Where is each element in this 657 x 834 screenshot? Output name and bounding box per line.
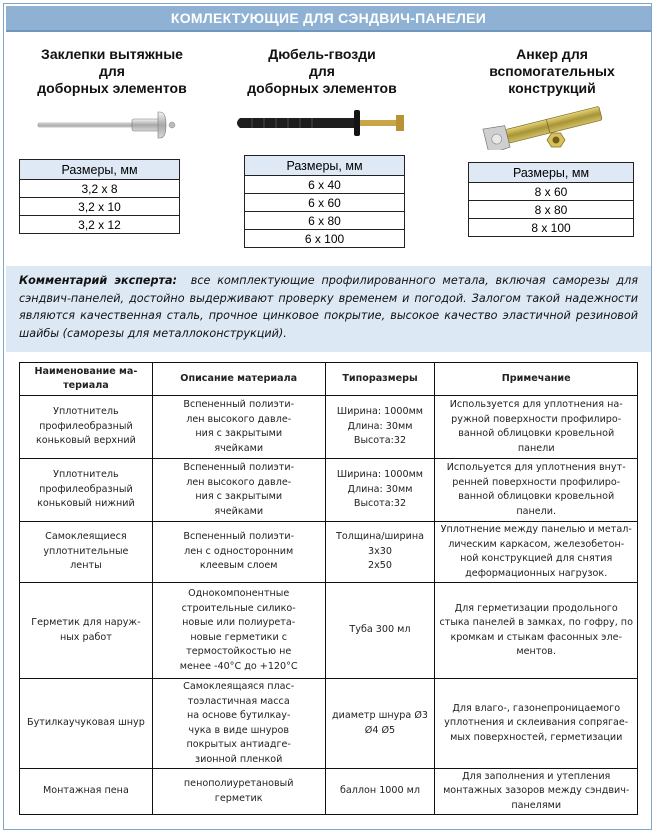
table-cell: Вспененный полиэти- лен высокого давле- ния с закрытыми ячейками <box>152 459 325 522</box>
table-row <box>20 459 638 522</box>
size-cell: 6 x 60 <box>245 194 405 212</box>
expert-comment-label: Комментарий эксперта: <box>19 274 178 287</box>
table-cell: Бутилкаучуковая шнур <box>20 679 153 769</box>
dowel-sizes-table <box>244 155 405 248</box>
sizes-header: Размеры, мм <box>245 156 405 176</box>
size-cell: 8 x 100 <box>469 219 634 237</box>
product-rivet-title <box>12 46 212 97</box>
size-cell: 8 x 60 <box>469 183 634 201</box>
table-cell: Иcпольуется для уплотнения внут- ренней поверхности профилиро- ванной облицовки кровельной панели. <box>435 459 638 522</box>
size-cell: 6 x 100 <box>245 230 405 248</box>
table-cell: Уплотнитель профилеобразный коньковый нижний <box>20 459 153 522</box>
product-title-line: Заклепки вытяжные <box>41 46 183 62</box>
nail-dowel-image <box>232 106 412 140</box>
product-title-line: конструкций <box>508 80 596 96</box>
table-cell: Для герметизации продольного стыка панелей в замках, по гофру, по кромкам и стыкам фасонных эле- ментов. <box>435 583 638 679</box>
table-cell: Самоклеящиеся уплотнительные ленты <box>20 522 153 583</box>
size-cell: 3,2 x 12 <box>20 216 180 234</box>
product-title-line: для <box>99 63 125 79</box>
table-cell: пенополиуретановый герметик <box>152 769 325 815</box>
expert-comment <box>6 266 651 352</box>
product-anchor-title <box>452 46 652 97</box>
table-row <box>20 396 638 459</box>
anchor-sizes-table <box>468 162 634 237</box>
column-header: Примечание <box>435 363 638 396</box>
blind-rivet-image <box>32 108 182 142</box>
product-title-line: для <box>309 63 335 79</box>
table-cell: баллон 1000 мл <box>325 769 435 815</box>
table-cell: Уплотнитель профилеобразный коньковый верхний <box>20 396 153 459</box>
column-header: Наименование ма- териала <box>20 363 153 396</box>
table-cell: диаметр шнура Ø3 Ø4 Ø5 <box>325 679 435 769</box>
table-cell: Монтажная пена <box>20 769 153 815</box>
table-cell: Вспененный полиэти- лен с односторонним клеевым слоем <box>152 522 325 583</box>
table-row <box>20 679 638 769</box>
sleeve-anchor-image <box>478 100 628 150</box>
table-cell: Уплотнение между панелью и метал- лическим каркасом, железобетон- ной конструкцией для снятия деформационных нагрузок. <box>435 522 638 583</box>
column-header: Типоразмеры <box>325 363 435 396</box>
sizes-header: Размеры, мм <box>20 160 180 180</box>
rivet-sizes-table <box>19 159 180 234</box>
size-cell: 8 x 80 <box>469 201 634 219</box>
table-row <box>20 583 638 679</box>
table-cell: Для влаго-, газонепроницаемого уплотнения и склеивания сопрягае- мых поверхностей, герметизации <box>435 679 638 769</box>
product-title-line: вспомогательных <box>489 63 615 79</box>
table-cell: Однокомпонентные строительные силико- новые или полиурета- новые герметики с термостойкостью не менее -40°С до +120°С <box>152 583 325 679</box>
table-cell: Герметик для наруж- ных работ <box>20 583 153 679</box>
table-cell: Толщина/ширина 3x30 2x50 <box>325 522 435 583</box>
expert-comment-text: все комплектующие профилированного метала, включая саморезы для сэндвич-панелей, достойно выдерживают проверку временем и погодой. Залогом такой надежности являются качественная сталь, прочное цинковое покрытие, высокое качество эластичной резиновой шайбы (саморезы для металлоконструкций). <box>19 274 638 340</box>
table-cell: Ширина: 1000мм Длина: 30мм Высота:32 <box>325 459 435 522</box>
table-cell: Используется для уплотнения на- ружной поверхности профилиро- ванной облицовки кровельной панели <box>435 396 638 459</box>
materials-table <box>19 362 638 815</box>
table-cell: Самоклеящаяся плас- тоэластичная масса на основе бутилкау- чука в виде шнуров покрытых антиадге- зионной пленкой <box>152 679 325 769</box>
sizes-header: Размеры, мм <box>469 163 634 183</box>
table-cell: Туба 300 мл <box>325 583 435 679</box>
product-title-line: доборных элементов <box>37 80 187 96</box>
table-cell: Для заполнения и утепления монтажных зазоров между сэндвич- панелями <box>435 769 638 815</box>
size-cell: 6 x 40 <box>245 176 405 194</box>
table-row <box>20 522 638 583</box>
page-banner: КОМЛЕКТУЮЩИЕ ДЛЯ СЭНДВИЧ-ПАНЕЛЕИ <box>6 6 651 32</box>
size-cell: 3,2 x 8 <box>20 180 180 198</box>
product-title-line: Анкер для <box>516 46 588 62</box>
product-title-line: доборных элементов <box>247 80 397 96</box>
table-cell: Вспененный полиэти- лен высокого давле- ния с закрытыми ячейками <box>152 396 325 459</box>
product-dowel-title <box>222 46 422 97</box>
table-cell: Ширина: 1000мм Длина: 30мм Высота:32 <box>325 396 435 459</box>
column-header: Описание материала <box>152 363 325 396</box>
product-title-line: Дюбель-гвозди <box>268 46 376 62</box>
size-cell: 6 x 80 <box>245 212 405 230</box>
table-row <box>20 769 638 815</box>
size-cell: 3,2 x 10 <box>20 198 180 216</box>
